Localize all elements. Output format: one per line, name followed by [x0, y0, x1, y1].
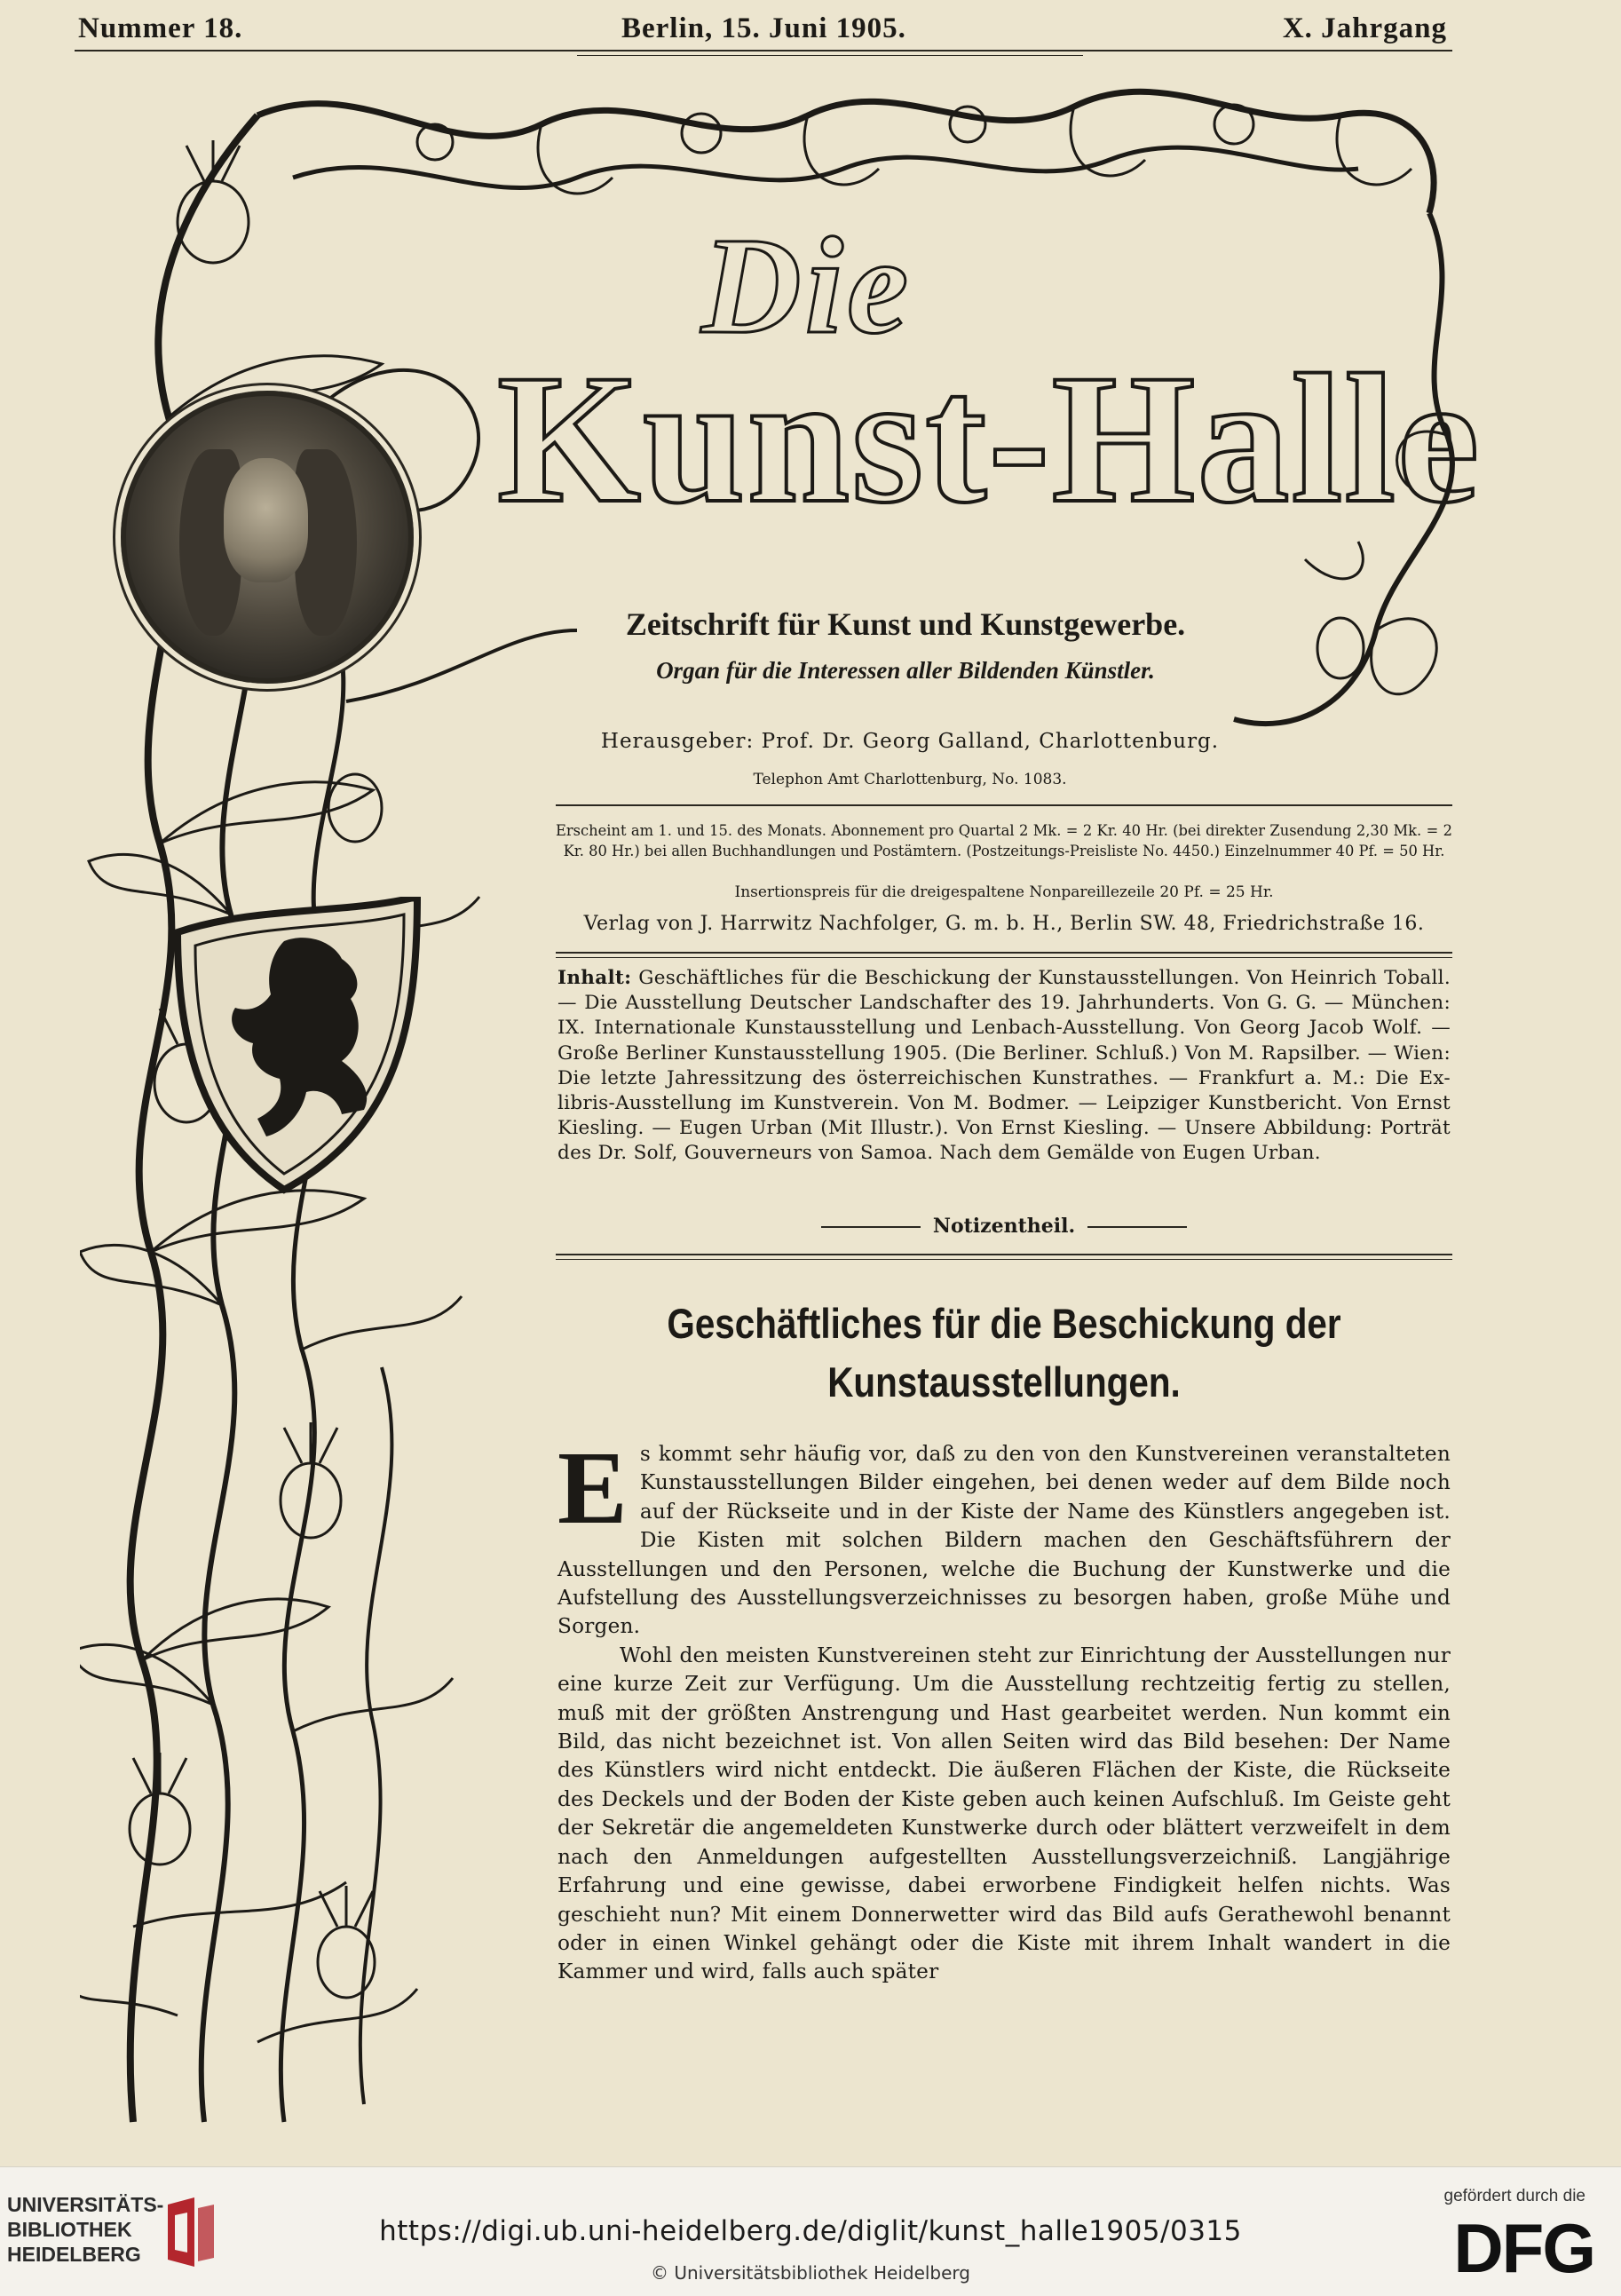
divider-rule — [556, 957, 1452, 958]
divider-rule — [556, 952, 1452, 954]
masthead-editor: Herausgeber: Prof. Dr. Georg Galland, Charlottenburg. — [600, 730, 1220, 753]
issue-date: Berlin, 15. Juni 1905. — [621, 12, 906, 44]
divider-rule — [556, 804, 1452, 806]
bear-shield-icon — [151, 897, 462, 1199]
drop-cap: E — [557, 1429, 628, 1546]
header-rule — [75, 50, 1452, 51]
notes-section-label: Notizentheil. — [556, 1215, 1452, 1238]
library-name-line: UNIVERSITÄTS- — [7, 2193, 164, 2216]
article-paragraph: Wohl den meisten Kunstvereinen steht zur Einrichtung der Ausstellungen nur eine kurze Zeit zur Verfügung. Um die Ausstellung rechtzeitig fertig zu stellen, muß mit der größten Anstrengung und Hast gearbeitet werden. Nun kommt ein Bild, das nicht bezeichnet ist. Von allen Seiten wird das Bild besehen: Der Name des Künstlers wird nicht entdeckt. Die äußeren Flächen der Kiste, die Rückseite des Deckels und der Boden der Kiste geben auch keinen Aufschluß. Im Geiste geht der Sekretär die angemeldeten Kunstwerke durch oder blättert verzweifelt in dem nach den Anmeldungen aufgestellten Ausstellungsverzeichniß. Langjährige Erfahrung und eine gewisse, dabei erworbene Findigkeit helfen nichts. Was geschieht nun? Mit einem Donnerwetter wird das Bild aufs Gerathewohl benannt oder in einen Winkel gehängt oder die Kiste mit ihrem Inhalt wandert in die Kammer und wird, falls auch später — [557, 1643, 1451, 1984]
article-body — [557, 1429, 1451, 1987]
header-rule-center — [577, 55, 1083, 56]
paragraph-text: s kommt sehr häufig vor, daß zu den von den Kunstvereinen veranstalteten Kunstausstellungen Bilder eingehen, bei denen weder auf dem Bilde noch auf der Rückseite und in der Kiste der Name des Künstlers angegeben ist. Die Kisten mit solchen Bildern machen den Geschäftsführern der Ausstellungen und den Personen, welche die Buchung der Kunstwerke und die Aufstellung des Ausstellungsverzeichnisses zu besorgen haben, große Mühe und Sorgen. — [557, 1442, 1451, 1639]
masthead-organ: Organ für die Interessen aller Bildenden Künstler. — [656, 657, 1155, 684]
masthead-title: Kunst-Halle — [497, 336, 1482, 541]
article-title-line2: Kunstausstellungen. — [827, 1358, 1181, 1405]
publisher-line: Verlag von J. Harrwitz Nachfolger, G. m. b. H., Berlin SW. 48, Friedrichstraße 16. — [583, 913, 1425, 935]
dfg-logo[interactable]: DFG — [1453, 2209, 1594, 2287]
masthead-title-top: Die — [701, 209, 913, 362]
article-paragraph — [557, 1429, 1451, 1642]
portrait-medallion — [121, 391, 414, 684]
portrait-face — [224, 458, 308, 582]
permalink-url[interactable]: https://digi.ub.uni-heidelberg.de/diglit/kunst_halle1905/0315 — [379, 2215, 1242, 2247]
masthead-phone: Telephon Amt Charlottenburg, No. 1083. — [753, 771, 1067, 788]
masthead-subtitle: Zeitschrift für Kunst und Kunstgewerbe. — [625, 606, 1186, 642]
library-name-line: BIBLIOTHEK — [7, 2218, 132, 2241]
insertion-price: Insertionspreis für die dreigespaltene Nonpareillezeile 20 Pf. = 25 Hr. — [734, 883, 1274, 901]
issue-number: Nummer 18. — [78, 12, 243, 44]
divider-rule — [556, 1254, 1452, 1255]
subscription-info: Erscheint am 1. und 15. des Monats. Abonnement pro Quartal 2 Mk. = 2 Kr. 40 Hr. (bei direkter Zusendung 2,30 Mk. = 2 Kr. 80 Hr.) bei allen Buchhandlungen und Postämtern. (Postzeitungs-Preisliste No. 4450.) Einzelnummer 40 Pf. = 50 Hr. — [556, 822, 1452, 859]
volume-number: X. Jahrgang — [1282, 12, 1447, 44]
article-title — [619, 1294, 1390, 1412]
contents-text: Geschäftliches für die Beschickung der Kunstausstellungen. Von Heinrich Toball. — Die Ausstellung Deutscher Landschafter des 19. Jahrhunderts. Von G. G. — München: IX. Internationale Kunstausstellung und Lenbach-Ausstellung. Von Georg Jacob Wolf. — Große Berliner Kunstausstellung 1905. (Die Berliner. Schluß.) Von M. Rapsilber. — Wien: Die letzte Jahressitzung des österreichischen Kunstrathes. — Frankfurt a. M.: Die Ex-libris-Ausstellung im Kunstverein. Von M. Bodmer. — Leipziger Kunstbericht. Von Ernst Kiesling. — Eugen Urban (Mit Illustr.). Von Ernst Kiesling. — Unsere Abbildung: Porträt des Dr. Solf, Gouverneurs von Samoa. Nach dem Gemälde von Eugen Urban. — [557, 967, 1451, 1165]
viewer-footer — [0, 2166, 1621, 2296]
copyright-text: © Universitätsbibliothek Heidelberg — [650, 2262, 970, 2284]
library-name-line: HEIDELBERG — [7, 2243, 141, 2266]
divider-rule — [556, 1259, 1452, 1260]
funding-label: gefördert durch die — [1443, 2187, 1585, 2205]
table-of-contents — [557, 966, 1451, 1167]
contents-label: Inhalt: — [557, 967, 632, 989]
article-title-line1: Geschäftliches für die Beschickung der — [667, 1300, 1341, 1347]
